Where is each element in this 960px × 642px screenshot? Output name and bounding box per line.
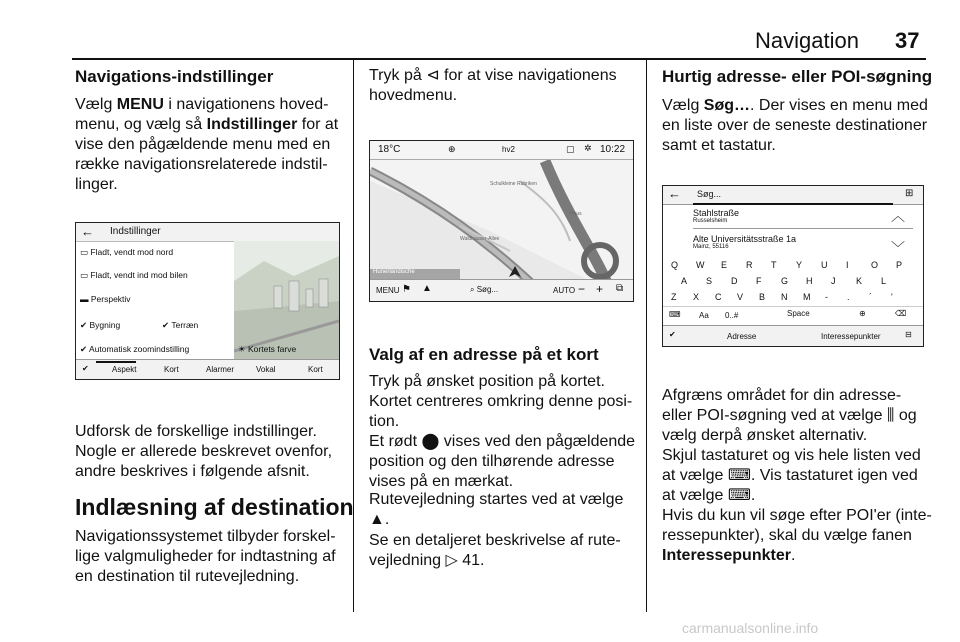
checkmark-icon: ✔	[162, 320, 170, 330]
map-label: Schulkleine Rubriken	[490, 181, 537, 187]
backspace-icon[interactable]: ⌫	[895, 309, 907, 318]
map-label: Haus	[570, 211, 582, 217]
settings-screenshot	[75, 222, 340, 380]
hide-keyboard-icon: ⌨	[727, 467, 751, 484]
setting-flat-north[interactable]: ▭ Fladt, vendt mod nord	[80, 247, 174, 257]
paragraph-tap-map: Tryk på ønsket position på kortet. Kortet centreres omkring denne posi- tion.	[369, 373, 633, 430]
navigate-icon[interactable]: ▲	[422, 283, 432, 294]
section-title-map-select: Valg af en adresse på et kort	[369, 345, 599, 364]
key-S[interactable]: S	[706, 276, 713, 286]
settings-titlebar	[76, 223, 339, 242]
setting-auto-zoom[interactable]: ✔ Automatisk zoomindstilling	[80, 344, 190, 354]
auto-zoom-button[interactable]: AUTO	[553, 286, 576, 295]
paragraph-red-pin: Et rødt ⬤ vises ved den pågældende position og den tilhørende adresse vises på en mærkat.	[369, 433, 636, 490]
key-D[interactable]: D	[731, 276, 738, 286]
hide-keyboard-icon[interactable]: ⊟	[905, 330, 912, 339]
paragraph-settings: Vælg MENU i navigationens hoved- menu, og vælg så Indstillinger for at vise den pågældende menu med en række navigationsrelaterede indstil- linger.	[75, 96, 339, 193]
map-options-icon[interactable]: ⧉	[616, 283, 624, 294]
column-divider-2	[646, 60, 647, 612]
book-icon[interactable]: ⊞	[905, 188, 914, 199]
search-input[interactable]: Søg...	[697, 189, 722, 199]
keyboard-icon[interactable]: ⌨	[669, 310, 681, 319]
page-number: 37	[895, 28, 920, 53]
case-toggle-key[interactable]: Aa	[699, 311, 709, 320]
checkmark-icon[interactable]: ✔	[82, 364, 89, 373]
keyboard-screenshot	[662, 185, 924, 347]
section-header: Navigation	[755, 28, 859, 53]
search-button[interactable]: ⌕ Søg...	[470, 285, 499, 294]
back-arrow-icon[interactable]: ←	[668, 186, 681, 201]
paragraph-search: Vælg Søg…. Der vises en menu med en liste over de seneste destinationer samt et tastatur.	[662, 97, 928, 154]
key-B[interactable]: B	[759, 292, 766, 302]
zoom-out-icon[interactable]: −	[578, 282, 586, 296]
active-tab-indicator	[96, 361, 136, 363]
checkmark-icon[interactable]: ✔	[669, 330, 676, 339]
heading-destination: Indlæsning af destination	[75, 494, 354, 520]
keyboard-controls	[663, 306, 923, 325]
numbers-key[interactable]: 0..#	[725, 311, 739, 320]
checkmark-icon: ✔	[80, 344, 88, 354]
tab-map-2[interactable]: Kort	[308, 365, 323, 374]
paragraph-explore: Udforsk de forskellige indstillinger. Nogle er allerede beskrevet ovenfor, andre beskrives i følgende afsnit.	[75, 423, 333, 480]
section-title-quick-search: Hurtig adresse- eller POI-søgning	[662, 67, 933, 86]
settings-title: Indstillinger	[110, 226, 161, 237]
globe-icon[interactable]: ⊕	[448, 144, 456, 154]
navigation-icon: ⊲	[426, 67, 440, 84]
recent-destination-1[interactable]: Stahlstraße Russelsheim	[693, 208, 913, 229]
sun-icon: ☀	[238, 344, 246, 354]
key-I[interactable]: I	[846, 260, 849, 270]
checkmark-icon: ✔	[80, 320, 88, 330]
search-icon: ⌕	[470, 285, 475, 294]
map-screenshot	[369, 140, 634, 302]
paragraph-limit-area: Afgræns området for din adresse- eller POI-søgning ved at vælge ⫼ og vælg derpå ønsket alternativ.	[662, 387, 917, 444]
language-icon[interactable]: ⊕	[859, 309, 866, 318]
recent-destination-2[interactable]: Alte Universitätsstraße 1a Mainz, 55116	[693, 234, 797, 250]
current-road: hv2	[502, 145, 515, 154]
settings-tabbar	[76, 359, 339, 380]
clock: 10:22	[600, 144, 626, 155]
column-divider-1	[353, 60, 354, 612]
map-status-bar	[370, 141, 633, 160]
key--[interactable]: -	[825, 292, 828, 302]
tab-map[interactable]: Kort	[164, 365, 179, 374]
key-O[interactable]: O	[871, 260, 879, 270]
phone-icon[interactable]: ▢	[566, 144, 575, 154]
setting-perspective[interactable]: ▬ Perspektiv	[80, 294, 131, 304]
key-G[interactable]: G	[781, 276, 789, 286]
key-'[interactable]: '	[891, 292, 893, 302]
back-arrow-icon[interactable]: ←	[81, 224, 94, 239]
paragraph-see-guidance: Se en detaljeret beskrivelse af rute- vejledning ▷ 41.	[369, 532, 621, 569]
setting-map-color[interactable]: ☀ Kortets farve	[238, 344, 297, 354]
zoom-in-icon[interactable]: +	[596, 282, 604, 296]
map-label: Waldhauser-Allee	[460, 236, 500, 242]
key-C[interactable]: C	[715, 292, 722, 302]
key-W[interactable]: W	[696, 260, 705, 270]
key-Q[interactable]: Q	[671, 260, 679, 270]
street-name: Hunerländische	[373, 269, 415, 275]
tab-address[interactable]: Adresse	[727, 332, 757, 341]
paragraph-destination: Navigationssystemet tilbyder forskel- lige valgmuligheder for indtastning af en destination til rutevejledning.	[75, 528, 336, 585]
setting-flat-vehicle[interactable]: ▭ Fladt, vendt ind mod bilen	[80, 270, 188, 280]
key-´[interactable]: ´	[869, 292, 872, 302]
paragraph-start-guidance: Rutevejledning startes ved at vælge ▲.	[369, 491, 624, 528]
key-J[interactable]: J	[831, 276, 836, 286]
temperature: 18°C	[378, 144, 401, 155]
key-U[interactable]: U	[821, 260, 828, 270]
key-K[interactable]: K	[856, 276, 863, 286]
search-tabbar	[663, 325, 923, 347]
paragraph-poi-only: Hvis du kun vil søge efter POI'er (inte- ressepunkter), skal du vælge fanen Interessepunkter.	[662, 507, 932, 564]
paragraph-nav-menu: Tryk på ⊲ for at vise navigationens hovedmenu.	[369, 67, 617, 104]
key-R[interactable]: R	[746, 260, 753, 270]
watermark: carmanualsonline.info	[682, 620, 819, 636]
tab-aspect[interactable]: Aspekt	[112, 365, 137, 374]
key-N[interactable]: N	[781, 292, 788, 302]
header-rule	[72, 58, 926, 60]
key-Y[interactable]: Y	[796, 260, 803, 270]
tab-poi[interactable]: Interessepunkter	[821, 332, 881, 341]
tab-voice[interactable]: Vokal	[256, 365, 276, 374]
space-key[interactable]: Space	[787, 309, 810, 318]
paragraph-hide-keyboard: Skjul tastaturet og vis hele listen ved at vælge ⌨. Vis tastaturet igen ved at vælge ⌨.	[662, 447, 921, 504]
area-filter-icon: ⫼	[887, 407, 895, 424]
key-T[interactable]: T	[771, 260, 777, 270]
key-X[interactable]: X	[693, 292, 700, 302]
map-view	[370, 141, 633, 301]
key-L[interactable]: L	[881, 276, 887, 286]
gear-icon[interactable]: ✲	[584, 143, 592, 153]
key-E[interactable]: E	[721, 260, 728, 270]
key-.[interactable]: .	[847, 292, 850, 302]
search-underline	[693, 203, 893, 205]
section-title-settings: Navigations-indstillinger	[75, 67, 274, 86]
key-M[interactable]: M	[803, 292, 811, 302]
key-Z[interactable]: Z	[671, 292, 677, 302]
chevron-up-icon[interactable]: ︿	[891, 208, 905, 224]
key-P[interactable]: P	[896, 260, 903, 270]
menu-button[interactable]: MENU	[376, 286, 400, 295]
setting-buildings[interactable]: ✔ Bygning	[80, 320, 121, 330]
terrain-map-preview	[234, 241, 339, 359]
key-V[interactable]: V	[737, 292, 744, 302]
setting-terrain[interactable]: ✔ Terræn	[162, 320, 199, 330]
location-pin-icon: ⬤	[421, 433, 440, 450]
flag-icon[interactable]: ⚑	[402, 284, 411, 295]
key-A[interactable]: A	[681, 276, 688, 286]
page-reference-icon: ▷	[445, 552, 458, 569]
key-H[interactable]: H	[806, 276, 813, 286]
navigate-arrow-icon: ▲	[369, 511, 385, 528]
key-F[interactable]: F	[756, 276, 762, 286]
show-keyboard-icon: ⌨	[727, 487, 751, 504]
chevron-down-icon[interactable]: ﹀	[891, 240, 905, 256]
map-bottom-bar	[370, 279, 633, 302]
tab-alarms[interactable]: Alarmer	[206, 365, 235, 374]
